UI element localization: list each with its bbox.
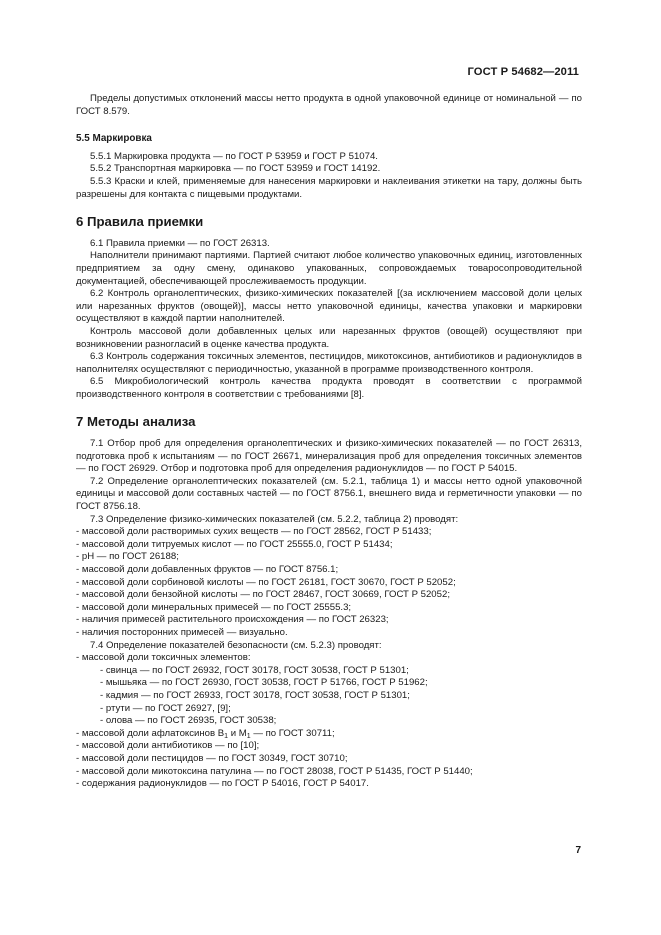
list-item: - массовой доли пестицидов — по ГОСТ 30349, ГОСТ 30710; <box>76 753 582 766</box>
list-item: - массовой доли добавленных фруктов — по ГОСТ 8756.1; <box>76 564 582 577</box>
aflatoxin-item <box>76 728 582 741</box>
paragraph-5-5-1: 5.5.1 Маркировка продукта — по ГОСТ Р 53959 и ГОСТ Р 51074. <box>90 150 378 162</box>
paragraph-6-2: 6.2 Контроль органолептических, физико-химических показателей [(за исключением массовой доли целых или нарезанных фруктов (овощей)], массы нетто упаковочной единицы, качества упаковки и маркировки осуществляют в каждой партии наполнителей. <box>76 288 582 325</box>
list-item: - содержания радионуклидов — по ГОСТ Р 54016, ГОСТ Р 54017. <box>76 778 582 791</box>
list-item: - массовой доли сорбиновой кислоты — по ГОСТ 26181, ГОСТ 30670, ГОСТ Р 52052; <box>76 577 582 590</box>
list-item: - массовой доли бензойной кислоты — по ГОСТ 28467, ГОСТ 30669, ГОСТ Р 52052; <box>76 589 582 602</box>
paragraph-6-3: 6.3 Контроль содержания токсичных элементов, пестицидов, микотоксинов, антибиотиков и радионуклидов в наполнителях осуществляют с периодичностью, указанной в программе производственного контроля. <box>76 351 582 375</box>
paragraph-5-5-3: 5.5.3 Краски и клей, применяемые для нанесения маркировки и наклеивания этикетки на тару, должны быть разрешены для контакта с пищевыми продуктами. <box>76 175 582 200</box>
toxic-elements-sublist <box>76 665 582 728</box>
paragraph-6-1: 6.1 Правила приемки — по ГОСТ 26313. <box>90 237 270 249</box>
list-item: - свинца — по ГОСТ 26932, ГОСТ 30178, ГОСТ 30538, ГОСТ Р 51301; <box>100 665 582 678</box>
paragraph-7-1: 7.1 Отбор проб для определения органолептических и физико-химических показателей — по ГОСТ 26313, подготовка проб к испытаниям — по ГОСТ 26671, минерализация проб для определения токсичных элементов — по ГОСТ 26929. Отбор и подготовка проб для определения радионуклидов — по ГОСТ Р 54015. <box>76 438 582 475</box>
list-item: - массовой доли антибиотиков — по [10]; <box>76 740 582 753</box>
toxic-elements-heading: - массовой доли токсичных элементов: <box>76 652 582 665</box>
list-item: - массовой доли микотоксина патулина — по ГОСТ 28038, ГОСТ Р 51435, ГОСТ Р 51440; <box>76 766 582 779</box>
intro-paragraph: Пределы допустимых отклонений массы нетто продукта в одной упаковочной единице от номинальной — по ГОСТ 8.579. <box>76 93 582 117</box>
document-code-header: ГОСТ Р 54682—2011 <box>467 66 579 78</box>
paragraph-7-2: 7.2 Определение органолептических показателей (см. 5.2.1, таблица 1) и массы нетто одной упаковочной единицы и массовой доли составных частей — по ГОСТ 8756.1, внешнего вида и герметичности упаковки — по ГОСТ 8756.18. <box>76 475 582 513</box>
paragraph-6-1-lots: Наполнители принимают партиями. Партией считают любое количество упаковочных единиц, изготовленных предприятием за одну смену, одинаково упакованных, сопровождаемых товаросопроводительной документацией, обеспечивающей прослеживаемость продукции. <box>76 250 582 287</box>
list-item: - ртути — по ГОСТ 26927, [9]; <box>100 703 582 716</box>
list-7-4 <box>76 652 582 791</box>
paragraph-6-2-mass: Контроль массовой доли добавленных целых или нарезанных фруктов (овощей) осуществляют при возникновении разногласий в оценке качества продукта. <box>76 325 582 350</box>
list-item: - массовой доли растворимых сухих веществ — по ГОСТ 28562, ГОСТ Р 51433; <box>76 526 582 539</box>
paragraph-7-3: 7.3 Определение физико-химических показателей (см. 5.2.2, таблица 2) проводят: <box>90 513 459 525</box>
list-item: - наличия примесей растительного происхождения — по ГОСТ 26323; <box>76 614 582 627</box>
aflatoxin-text-pre: массовой доли афлатоксинов В <box>81 727 225 739</box>
section-6-title: 6 Правила приемки <box>76 214 204 230</box>
list-item: - массовой доли минеральных примесей — по ГОСТ 25555.3; <box>76 602 582 615</box>
aflatoxin-subscript-m: 1 <box>246 732 251 740</box>
section-5-5-title: 5.5 Маркировка <box>76 133 152 145</box>
section-7-title: 7 Методы анализа <box>76 414 196 430</box>
paragraph-5-5-2: 5.5.2 Транспортная маркировка — по ГОСТ 53959 и ГОСТ 14192. <box>90 163 381 175</box>
aflatoxin-subscript-b: 1 <box>224 732 229 740</box>
list-item: - pH — по ГОСТ 26188; <box>76 551 582 564</box>
document-body <box>76 93 582 791</box>
list-item: - массовой доли титруемых кислот — по ГОСТ 25555.0, ГОСТ Р 51434; <box>76 539 582 552</box>
page-number: 7 <box>575 845 581 856</box>
list-item: - наличия посторонних примесей — визуально. <box>76 627 582 640</box>
aflatoxin-text-mid: и М <box>228 727 247 739</box>
list-item: - олова — по ГОСТ 26935, ГОСТ 30538; <box>100 715 582 728</box>
paragraph-6-5: 6.5 Микробиологический контроль качества продукта проводят в соответствии с программой производственного контроля в соответствии с требованиями [8]. <box>76 376 582 400</box>
paragraph-7-4: 7.4 Определение показателей безопасности (см. 5.2.3) проводят: <box>90 639 382 651</box>
list-item: - мышьяка — по ГОСТ 26930, ГОСТ 30538, ГОСТ Р 51766, ГОСТ Р 51962; <box>100 677 582 690</box>
aflatoxin-text-post: — по ГОСТ 30711; <box>250 727 335 739</box>
list-7-3 <box>76 526 582 639</box>
toxic-elements-sublist-wrapper <box>76 665 582 728</box>
list-item: - кадмия — по ГОСТ 26933, ГОСТ 30178, ГОСТ 30538, ГОСТ Р 51301; <box>100 690 582 703</box>
